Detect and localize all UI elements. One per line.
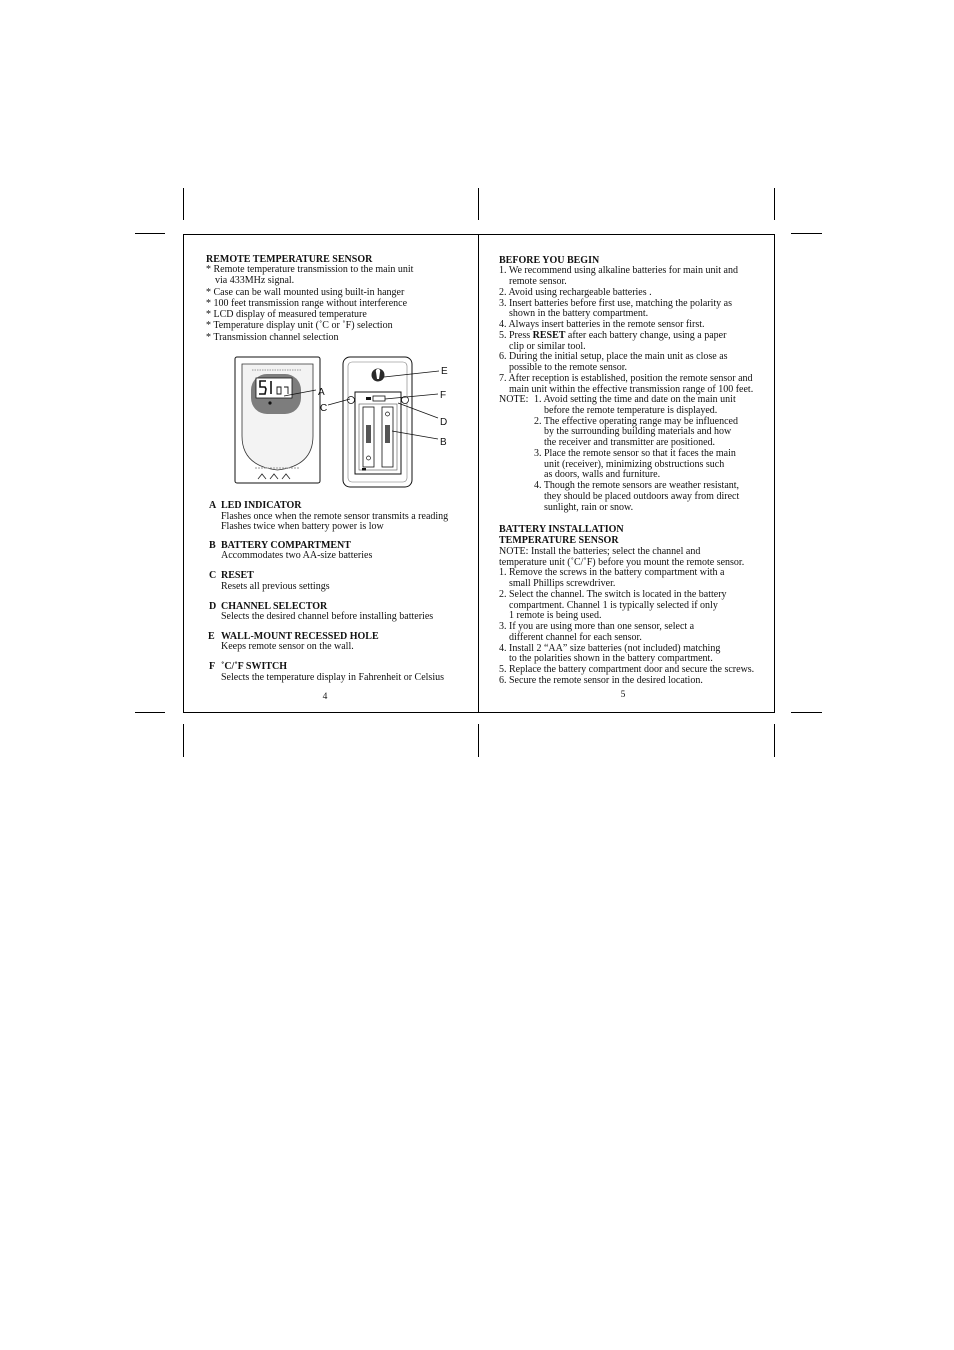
part-description: Selects the temperature display in Fahrenheit or Celsius (221, 672, 444, 683)
section-heading: BEFORE YOU BEGIN (499, 255, 600, 266)
instruction-line: compartment. Channel 1 is typically selected if only (509, 600, 718, 611)
note-line: 2. The effective operating range may be influenced (534, 416, 738, 427)
page-divider (478, 234, 479, 713)
note-line: the receiver and transmitter are positioned. (544, 437, 716, 448)
note-line: they should be placed outdoors away from direct (544, 491, 740, 502)
part-description: Keeps remote sensor on the wall. (221, 641, 354, 652)
instruction-line: 3. Insert batteries before first use, matching the polarity as (499, 298, 732, 309)
note-line: 4. Though the remote sensors are weather resistant, (534, 480, 740, 491)
unit-switch-illustration (373, 396, 385, 401)
instruction-line: 1. Remove the screws in the battery compartment with a (499, 567, 725, 578)
part-description: Resets all previous settings (221, 581, 330, 592)
crop-mark (791, 233, 822, 234)
crop-mark (478, 188, 479, 220)
instruction-line: temperature unit (˚C/˚F) before you mount the remote sensor. (499, 557, 745, 568)
feature-item: * LCD display of measured temperature (206, 309, 367, 320)
note-line: as doors, walls and furniture. (544, 469, 661, 480)
instruction-line: 6. Secure the remote sensor in the desired location. (499, 675, 703, 686)
figure-label-b: B (440, 437, 447, 448)
instruction-line: 7. After reception is established, position the remote sensor and (499, 373, 753, 384)
crop-mark (791, 712, 822, 713)
section-subheading: TEMPERATURE SENSOR (499, 535, 619, 546)
reset-line-suffix: after each battery change, using a paper (565, 330, 727, 341)
crop-mark (774, 188, 775, 220)
note-line: 3. Place the remote sensor so that it faces the main (534, 448, 736, 459)
reset-keyword: RESET (532, 330, 566, 341)
figure-label-e: E (441, 366, 448, 377)
reset-line-prefix: 5. Press (499, 330, 533, 341)
figure-label-a: A (318, 387, 325, 398)
note-line: 1. Avoid setting the time and date on the main unit (534, 394, 736, 405)
instruction-line: 4. Always insert batteries in the remote sensor first. (499, 319, 705, 330)
instruction-line: 6. During the initial setup, place the main unit as close as (499, 351, 728, 362)
instruction-line: 2. Select the channel. The switch is located in the battery (499, 589, 727, 600)
instruction-line: NOTE: Install the batteries; select the channel and (499, 546, 701, 557)
part-name: ˚C/˚F SWITCH (221, 661, 288, 672)
part-description: Selects the desired channel before installing batteries (221, 611, 434, 622)
note-line: by the surrounding building materials and how (544, 426, 732, 437)
instruction-line: clip or similar tool. (509, 341, 586, 352)
crop-mark (183, 724, 184, 757)
crop-mark (135, 233, 165, 234)
figure-label-c: C (320, 403, 328, 414)
led-dot (268, 401, 271, 404)
feature-item: * Case can be wall mounted using built-in hanger (206, 287, 405, 298)
figure-label-d: D (440, 417, 448, 428)
part-letter: B (209, 540, 216, 551)
page-number: 5 (620, 690, 626, 700)
part-letter: D (209, 601, 217, 612)
crop-mark (135, 712, 165, 713)
sensor-front-view (235, 357, 320, 483)
instruction-line: shown in the battery compartment. (509, 308, 649, 319)
part-description: Flashes once when the remote sensor transmits a reading (221, 511, 449, 522)
instruction-line: 3. If you are using more than one sensor, select a (499, 621, 695, 632)
feature-item: * Remote temperature transmission to the main unit (206, 264, 414, 275)
feature-item: via 433MHz signal. (215, 275, 295, 286)
section-heading: REMOTE TEMPERATURE SENSOR (206, 254, 373, 265)
instruction-line: 5. Replace the battery compartment door and secure the screws. (499, 664, 755, 675)
instruction-line: small Phillips screwdriver. (509, 578, 616, 589)
instruction-line: possible to the remote sensor. (509, 362, 628, 373)
part-name: CHANNEL SELECTOR (221, 601, 328, 612)
part-letter: F (209, 661, 216, 672)
page-number: 4 (322, 692, 328, 702)
sensor-back-view (343, 357, 412, 487)
instruction-line: 1. We recommend using alkaline batteries for main unit and (499, 265, 738, 276)
sensor-diagram (228, 350, 463, 495)
instruction-line: different channel for each sensor. (509, 632, 642, 643)
instruction-line: 2. Avoid using rechargeable batteries . (499, 287, 652, 298)
crop-mark (478, 724, 479, 757)
instruction-line: to the polarities shown in the battery compartment. (509, 653, 713, 664)
part-letter: A (209, 500, 217, 511)
instruction-line: main unit within the effective transmission range of 100 feet. (509, 384, 754, 395)
part-description: Accommodates two AA-size batteries (221, 550, 373, 561)
note-line: before the remote temperature is displayed. (544, 405, 718, 416)
crop-mark (183, 188, 184, 220)
part-letter: C (209, 570, 217, 581)
section-heading: BATTERY INSTALLATION (499, 524, 624, 535)
part-name: RESET (221, 570, 254, 581)
part-name: BATTERY COMPARTMENT (221, 540, 351, 551)
part-letter: E (208, 631, 215, 642)
instruction-line: remote sensor. (509, 276, 567, 287)
feature-item: * Temperature display unit (˚C or ˚F) selection (206, 320, 393, 331)
instruction-line: 4. Install 2 “AA” size batteries (not included) matching (499, 643, 721, 654)
part-description: Flashes twice when battery power is low (221, 521, 384, 532)
note-label: NOTE: (499, 394, 529, 405)
feature-item: * Transmission channel selection (206, 332, 339, 343)
reset-button-illustration (348, 397, 355, 404)
part-name: WALL-MOUNT RECESSED HOLE (221, 631, 379, 642)
instruction-line: 1 remote is being used. (509, 610, 602, 621)
figure-label-f: F (440, 390, 447, 401)
note-line: unit (receiver), minimizing obstructions such (544, 459, 725, 470)
crop-mark (774, 724, 775, 757)
feature-item: * 100 feet transmission range without interference (206, 298, 408, 309)
part-name: LED INDICATOR (221, 500, 302, 511)
note-line: sunlight, rain or snow. (544, 502, 634, 513)
